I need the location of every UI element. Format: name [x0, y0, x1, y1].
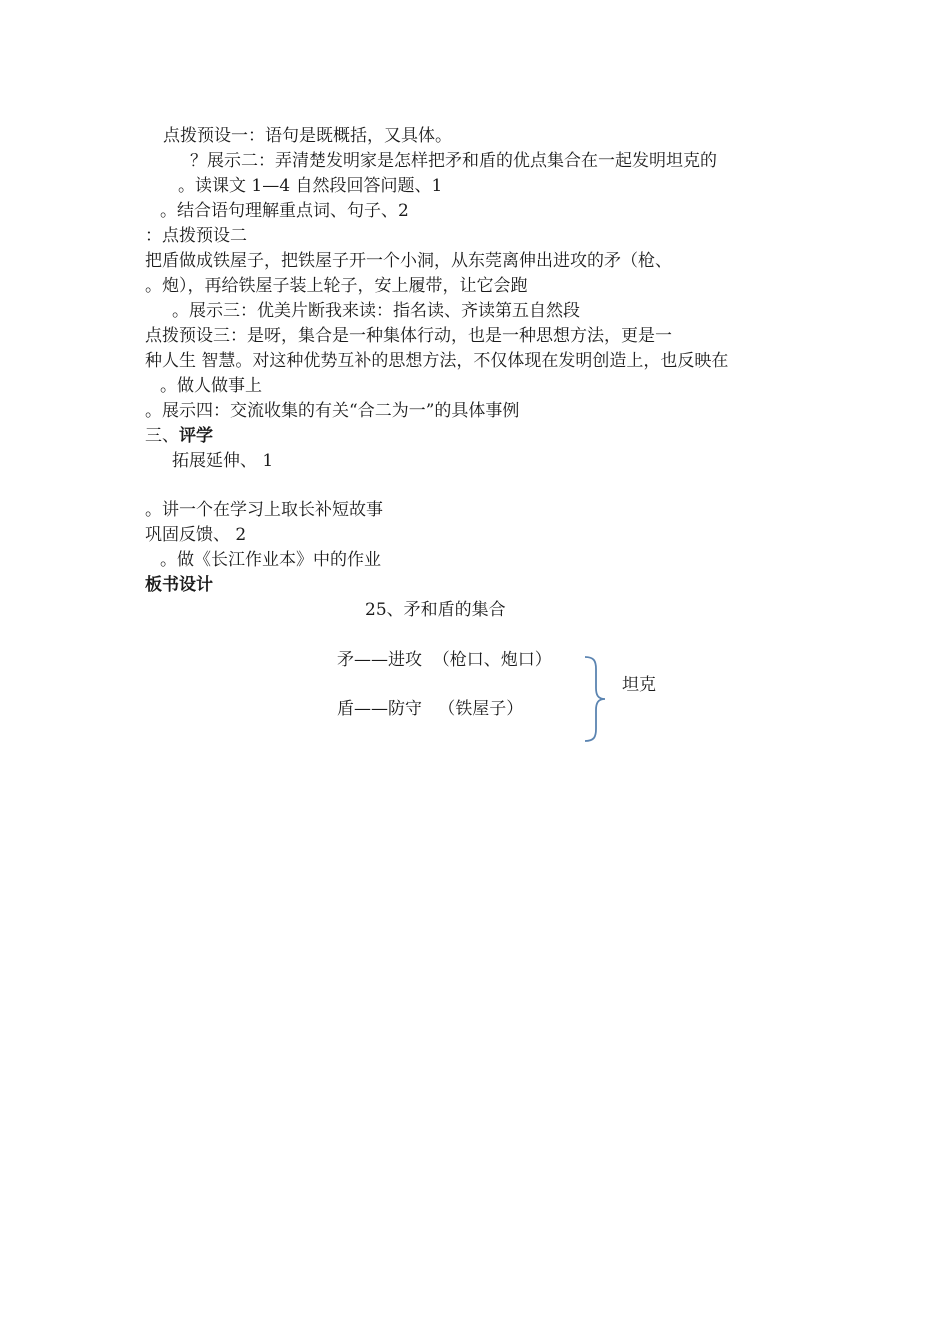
display-4: 。展示四：交流收集的有关“合二为一”的具体事例 [145, 401, 520, 421]
extension-item: 拓展延伸、 1 [172, 451, 274, 471]
understand-words-item: 。结合语句理解重点词、句子、2 [160, 201, 409, 221]
board-row-shield: 盾——防守 （铁屋子） [337, 699, 524, 719]
read-text-item: 。读课文 1—4 自然段回答问题、1 [178, 176, 443, 196]
hint-preset-3: 点拨预设三：是呀，集合是一种集体行动，也是一种思想方法，更是一 [145, 326, 672, 346]
section-3-title: 评学 [179, 426, 213, 446]
story-item: 。讲一个在学习上取长补短故事 [145, 500, 383, 520]
hint-preset-1: 点拨预设一：语句是既概括，又具体。 [163, 126, 452, 146]
feedback-item: 巩固反馈、 2 [145, 525, 247, 545]
homework-item: 。做《长江作业本》中的作业 [160, 550, 381, 570]
wisdom-text: 种人生 智慧。对这种优势互补的思想方法，不仅体现在发明创造上，也反映在 [145, 351, 729, 371]
board-row-spear: 矛——进攻 （枪口、炮口） [337, 650, 552, 670]
conduct-text: 。做人做事上 [160, 376, 262, 396]
section-3-heading [145, 424, 213, 448]
section-3-number: 三、 [145, 426, 179, 446]
board-title: 25、矛和盾的集合 [365, 600, 506, 620]
hint-preset-2: ：点拨预设二 [145, 226, 247, 246]
board-design-heading: 板书设计 [145, 575, 213, 595]
shield-house-text: 把盾做成铁屋子，把铁屋子开一个小洞，从东莞离伸出进攻的矛（枪、 [145, 251, 672, 271]
board-result-tank: 坦克 [622, 675, 656, 695]
display-2: ？展示二：弄清楚发明家是怎样把矛和盾的优点集合在一起发明坦克的 [190, 151, 717, 171]
right-brace-icon [583, 655, 613, 743]
cannon-wheels-text: 。炮），再给铁屋子装上轮子，安上履带，让它会跑 [145, 276, 528, 296]
display-3: 。展示三：优美片断我来读：指名读、齐读第五自然段 [172, 301, 580, 321]
